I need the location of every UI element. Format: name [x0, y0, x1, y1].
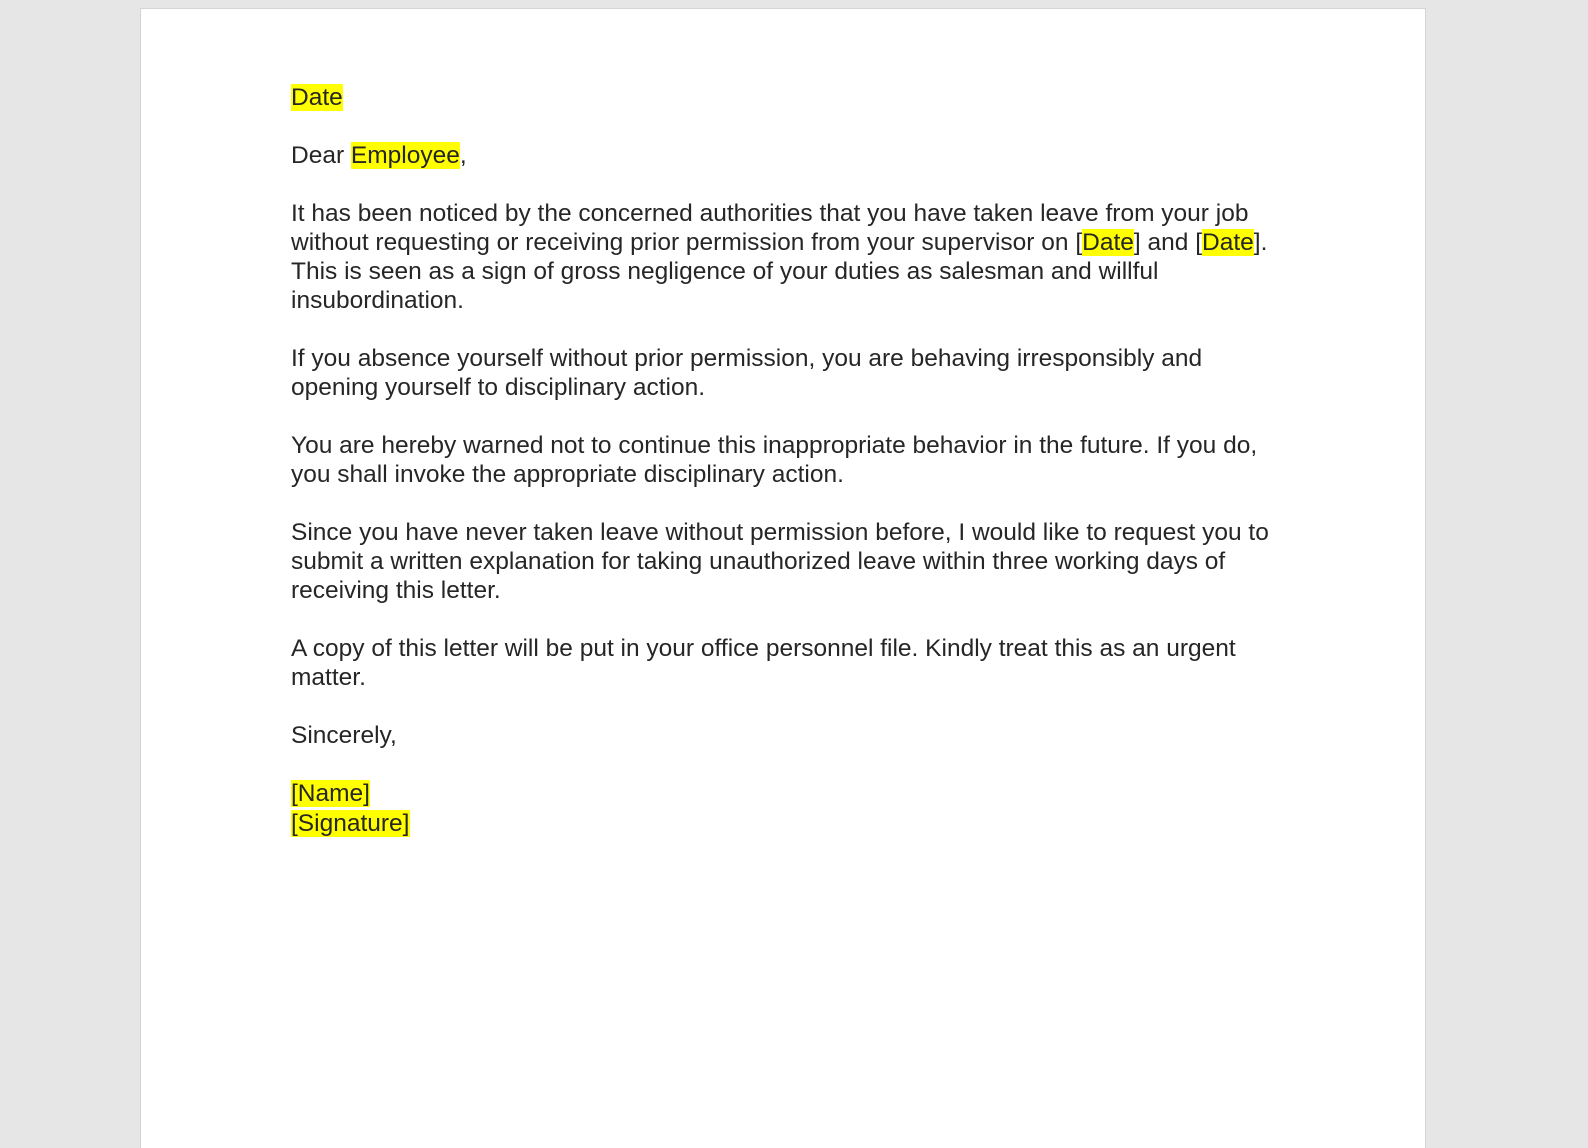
paragraph-consequence: If you absence yourself without prior permission, you are behaving irresponsibly and opening yourself to disciplinary action.: [291, 345, 1203, 401]
employee-placeholder: Employee: [350, 142, 460, 169]
salutation: [291, 141, 1281, 170]
date-placeholder-1: Date: [1082, 229, 1134, 256]
p1-text-c: ]. This is seen as a sign of gross negligence of your duties as salesman and willful insubordination.: [291, 229, 1268, 314]
name-line: [291, 779, 1281, 808]
name-placeholder: [Name]: [291, 780, 370, 807]
signature-block: [291, 779, 1281, 838]
paragraph-file-note: A copy of this letter will be put in your office personnel file. Kindly treat this as an urgent matter.: [291, 635, 1236, 691]
paragraph-absence-notice: [291, 199, 1281, 315]
paragraph-warning: You are hereby warned not to continue this inappropriate behavior in the future. If you do, you shall invoke the appropriate disciplinary action.: [291, 432, 1258, 488]
salutation-suffix: ,: [459, 142, 467, 169]
document-page: [140, 8, 1426, 1148]
date-line: [291, 83, 1281, 112]
closing: Sincerely,: [291, 722, 397, 749]
signature-line: [291, 809, 1281, 838]
p1-text-b: ] and [: [1133, 229, 1203, 256]
signature-placeholder: [Signature]: [291, 810, 410, 837]
date-placeholder-2: Date: [1202, 229, 1254, 256]
salutation-prefix: Dear: [291, 142, 351, 169]
paragraph-request: Since you have never taken leave without permission before, I would like to request you to submit a written explanation for taking unauthorized leave within three working days of receiving this letter.: [291, 519, 1269, 604]
date-placeholder: Date: [291, 84, 343, 111]
p1-text-a: It has been noticed by the concerned authorities that you have taken leave from your job without requesting or receiving prior permission from your supervisor on [: [291, 200, 1249, 256]
letter-body: [291, 83, 1281, 838]
